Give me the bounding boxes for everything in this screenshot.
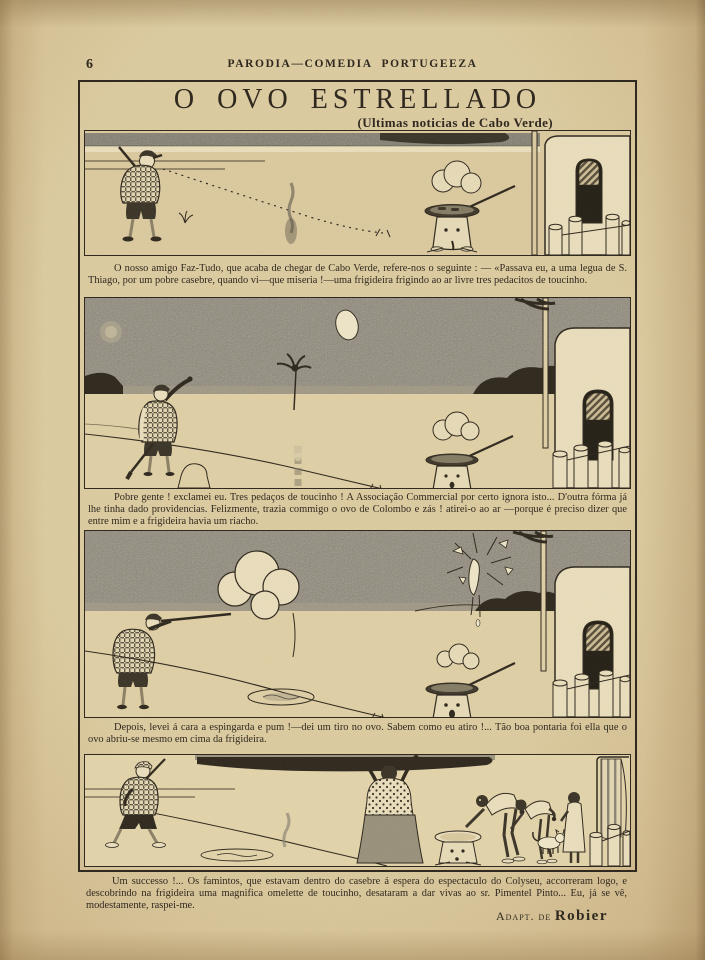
panel-2-illustration	[85, 298, 630, 488]
door-curtain	[586, 624, 610, 651]
signature	[78, 908, 608, 925]
distant-treeline	[85, 133, 540, 152]
comic-panel-3	[84, 530, 631, 718]
comic-panel-1	[84, 130, 631, 256]
comic-frame	[78, 80, 637, 872]
panel-3-caption: Depois, levei á cara a espingarda e pum !—dei um tiro no ovo. Sabem como eu atiro !... Tão boa pontaria foi ella que o ovo abriu-se mesmo em cima da frigideira.	[88, 722, 627, 745]
comic-panel-4	[84, 754, 631, 867]
newspaper-masthead: PARODIA—COMEDIA PORTUGEEZA	[227, 58, 478, 70]
panel-1-illustration	[85, 131, 630, 255]
frying-pan-with-omelette	[435, 831, 481, 865]
signature-artist-name: Robier	[554, 908, 608, 924]
skirt	[357, 815, 423, 863]
panel-4-illustration	[85, 755, 630, 866]
comic-title: O OVO ESTRELLADO	[173, 84, 542, 115]
hair-bun	[385, 758, 393, 766]
panel-2-caption: Pobre gente ! exclamei eu. Tres pedaços de toucinho ! A Associação Commercial por certo ignora isto... D'outra fórma já lhe tinha dado providencias. Felizmente, trazia commigo o ovo de Colombo e zás ! atirei-o ao ar —porque é preciso dizer que entre mim e a frigideira havia um riacho.	[88, 492, 627, 527]
comic-panel-2	[84, 297, 631, 489]
panel-4-caption: Um successo !... Os famintos, que estavam dentro do casebre á espera do espectaculo do Colyseu, accorreram logo, e descobrindo na frigideira uma magnifica omelette de toucinho, desataram a dar vivas ao sr. Pimentel Pinto... Eu, já se vê, modestamente, raspei-me.	[86, 876, 627, 911]
panel-1-caption: O nosso amigo Faz-Tudo, que acaba de chegar de Cabo Verde, refere-nos o seguinte : — «Passava eu, a uma legua de S. Thiago, por um pobre casebre, quando vi—que miseria !—uma frigideira frigindo ao ar livre tres pedacitos de toucinho.	[88, 263, 627, 286]
signature-prefix: Adapt. de	[495, 909, 552, 923]
page-number: 6	[86, 57, 94, 72]
door-curtain	[586, 393, 610, 420]
panel-3-illustration	[85, 531, 630, 717]
door-curtain	[579, 161, 599, 185]
comic-subtitle: (Ultimas noticias de Cabo Verde)	[357, 115, 553, 130]
